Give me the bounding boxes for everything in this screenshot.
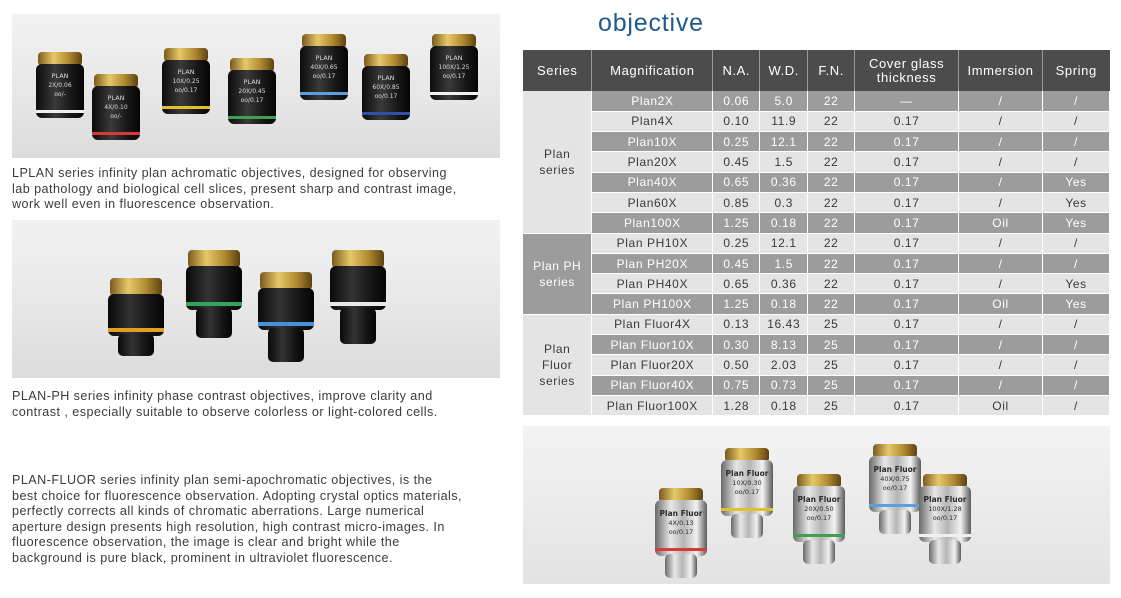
cell-cover-glass: 0.17: [855, 274, 959, 294]
cell-magnification: Plan PH20X: [592, 253, 713, 273]
lplan-objectives-photo: [12, 14, 500, 158]
planfluor-objective: [655, 488, 707, 578]
cell-wd: 11.9: [760, 111, 808, 131]
cell-magnification: Plan Fluor10X: [592, 335, 713, 355]
cell-na: 0.85: [713, 192, 760, 212]
table-row: [523, 111, 1110, 131]
table-row: [523, 213, 1110, 233]
cell-na: 0.30: [713, 335, 760, 355]
cell-immersion: /: [959, 91, 1043, 111]
cell-na: 1.28: [713, 395, 760, 415]
cell-magnification: Plan60X: [592, 192, 713, 212]
objective-engraving: oo/0.17: [932, 514, 958, 522]
objective-engraving: oo/0.17: [882, 484, 908, 492]
planph-line-2: contrast , especially suitable to observe colorless or light-colored cells.: [12, 404, 438, 419]
objective-engraving: 10X/0.30: [732, 479, 762, 487]
cell-na: 0.75: [713, 375, 760, 395]
cell-fn: 25: [808, 314, 855, 334]
cell-na: 0.65: [713, 274, 760, 294]
cell-spring: /: [1043, 91, 1110, 111]
objective-engraving: oo/0.17: [174, 87, 198, 94]
series-cell: [523, 314, 592, 415]
header-immersion: Immersion: [959, 50, 1043, 91]
cell-na: 0.06: [713, 91, 760, 111]
table-row: [523, 274, 1110, 294]
cell-na: 0.13: [713, 314, 760, 334]
cell-magnification: Plan100X: [592, 213, 713, 233]
cell-fn: 22: [808, 152, 855, 172]
cell-na: 0.45: [713, 152, 760, 172]
cell-fn: 22: [808, 233, 855, 253]
table-row: [523, 152, 1110, 172]
objective-engraving: oo/-: [110, 113, 122, 120]
cell-immersion: /: [959, 253, 1043, 273]
cell-wd: 0.73: [760, 375, 808, 395]
cell-na: 0.65: [713, 172, 760, 192]
cell-fn: 22: [808, 192, 855, 212]
cell-cover-glass: 0.17: [855, 192, 959, 212]
cell-spring: /: [1043, 111, 1110, 131]
planfluor-line-4: aperture design presents high resolution, high contrast micro-images. In: [12, 519, 445, 534]
objective-engraving: oo/0.17: [806, 514, 832, 522]
cell-cover-glass: 0.17: [855, 294, 959, 314]
objective-engraving: oo/0.17: [442, 73, 466, 80]
cell-wd: 1.5: [760, 152, 808, 172]
cell-fn: 22: [808, 111, 855, 131]
cell-cover-glass: 0.17: [855, 314, 959, 334]
cell-wd: 0.36: [760, 172, 808, 192]
objective-engraving: 4X/0.13: [668, 519, 694, 527]
cell-magnification: Plan Fluor100X: [592, 395, 713, 415]
cell-cover-glass: 0.17: [855, 233, 959, 253]
lplan-line-2: lab pathology and biological cell slices, present sharp and contrast image,: [12, 181, 457, 196]
objective-engraving: 10X/0.25: [172, 78, 200, 85]
planfluor-line-6: background is pure black, prominent in ultraviolet fluorescence.: [12, 550, 393, 565]
cell-spring: Yes: [1043, 172, 1110, 192]
cell-spring: /: [1043, 132, 1110, 152]
objective-engraving: Plan Fluor: [725, 469, 769, 478]
cell-fn: 25: [808, 335, 855, 355]
cell-wd: 0.18: [760, 395, 808, 415]
objective-engraving: 2X/0.06: [48, 82, 72, 89]
series-cell: [523, 91, 592, 233]
cell-spring: Yes: [1043, 213, 1110, 233]
lplan-objective: [362, 54, 410, 120]
cell-na: 0.10: [713, 111, 760, 131]
table-row: [523, 91, 1110, 111]
header-cover-glass-line-2: thickness: [876, 69, 937, 85]
objective-engraving: oo/0.17: [668, 528, 694, 536]
cell-fn: 22: [808, 294, 855, 314]
lplan-objectives-image: [12, 14, 500, 158]
objective-engraving: oo/0.17: [240, 97, 264, 104]
cell-wd: 8.13: [760, 335, 808, 355]
cell-immersion: Oil: [959, 395, 1043, 415]
planph-objectives-image: [12, 220, 500, 378]
planfluor-line-2: best choice for fluorescence observation. Adopting crystal optics materials,: [12, 488, 463, 503]
cell-spring: /: [1043, 395, 1110, 415]
cell-magnification: Plan PH40X: [592, 274, 713, 294]
table-row: [523, 172, 1110, 192]
table-row: [523, 294, 1110, 314]
cell-wd: 0.3: [760, 192, 808, 212]
cell-magnification: Plan PH100X: [592, 294, 713, 314]
series-label-line: Plan: [544, 342, 571, 356]
cell-fn: 22: [808, 253, 855, 273]
planfluor-objectives-photo: [523, 426, 1110, 584]
objective-engraving: 20X/0.45: [238, 88, 266, 95]
objective-engraving: oo/0.17: [374, 93, 398, 100]
cell-wd: 12.1: [760, 233, 808, 253]
cell-immersion: Oil: [959, 213, 1043, 233]
cell-immersion: /: [959, 335, 1043, 355]
cell-magnification: Plan20X: [592, 152, 713, 172]
objective-engraving: 100X/1.28: [928, 505, 962, 513]
cell-cover-glass: 0.17: [855, 253, 959, 273]
series-label-line: Plan: [544, 146, 571, 161]
objective-engraving: 40X/0.75: [880, 475, 910, 483]
lplan-line-3: work well even in fluorescence observation.: [12, 197, 275, 212]
cell-immersion: /: [959, 152, 1043, 172]
series-label-line: Fluor: [542, 358, 573, 372]
objective-engraving: oo/-: [54, 91, 66, 98]
cell-magnification: Plan Fluor40X: [592, 375, 713, 395]
cell-fn: 25: [808, 395, 855, 415]
cell-cover-glass: 0.17: [855, 335, 959, 355]
cell-spring: /: [1043, 253, 1110, 273]
cell-fn: 25: [808, 375, 855, 395]
header-wd: W.D.: [760, 50, 808, 91]
objective-engraving: PLAN: [51, 72, 69, 80]
table-row: [523, 192, 1110, 212]
cell-spring: /: [1043, 233, 1110, 253]
cell-fn: 22: [808, 91, 855, 111]
cell-fn: 25: [808, 355, 855, 375]
header-spring: Spring: [1043, 50, 1110, 91]
objective-engraving: 20X/0.50: [804, 505, 834, 513]
table-row: [523, 132, 1110, 152]
objective-engraving: 60X/0.85: [372, 84, 400, 91]
cell-wd: 1.5: [760, 253, 808, 273]
lplan-objective: [430, 34, 478, 100]
table-row: [523, 314, 1110, 334]
objective-engraving: PLAN: [315, 54, 333, 62]
table-row: [523, 375, 1110, 395]
cell-magnification: Plan10X: [592, 132, 713, 152]
cell-fn: 22: [808, 213, 855, 233]
table-row: [523, 355, 1110, 375]
planfluor-objective: [721, 448, 773, 538]
objective-engraving: Plan Fluor: [873, 465, 917, 474]
table-row: [523, 233, 1110, 253]
cell-na: 0.50: [713, 355, 760, 375]
page-title: objective: [598, 9, 704, 37]
cell-spring: /: [1043, 152, 1110, 172]
lplan-objective: [92, 74, 140, 140]
objective-engraving: PLAN: [243, 78, 261, 86]
cell-immersion: /: [959, 274, 1043, 294]
planph-objectives-photo: [12, 220, 500, 378]
cell-spring: /: [1043, 335, 1110, 355]
cell-wd: 2.03: [760, 355, 808, 375]
planfluor-line-5: fluorescence observation, the image is clear and bright while the: [12, 535, 400, 550]
table-row: [523, 335, 1110, 355]
cell-spring: /: [1043, 375, 1110, 395]
cell-na: 0.25: [713, 233, 760, 253]
cell-immersion: /: [959, 314, 1043, 334]
table-header-row: [523, 50, 1110, 91]
lplan-objective: [228, 58, 276, 124]
header-fn: F.N.: [808, 50, 855, 91]
cell-immersion: /: [959, 233, 1043, 253]
cell-wd: 16.43: [760, 314, 808, 334]
cell-magnification: Plan PH10X: [592, 233, 713, 253]
cell-spring: /: [1043, 314, 1110, 334]
lplan-line-1: LPLAN series infinity plan achromatic objectives, designed for observing: [12, 166, 447, 180]
planfluor-line-3: perfectly corrects all kinds of chromatic aberrations. Large numerical: [12, 504, 425, 519]
planfluor-objective: [869, 444, 921, 534]
cell-spring: Yes: [1043, 294, 1110, 314]
series-cell: [523, 233, 592, 314]
cell-fn: 22: [808, 132, 855, 152]
cell-na: 1.25: [713, 294, 760, 314]
lplan-objective: [162, 48, 210, 114]
cell-wd: 0.18: [760, 213, 808, 233]
table-row: [523, 253, 1110, 273]
header-cover-glass-line-1: Cover glass: [868, 55, 945, 71]
series-label-line: series: [539, 162, 576, 177]
lplan-objective: [36, 52, 84, 118]
cell-immersion: /: [959, 111, 1043, 131]
objective-engraving: 40X/0.65: [310, 64, 338, 71]
objective-engraving: oo/0.17: [312, 73, 336, 80]
cell-spring: Yes: [1043, 274, 1110, 294]
cell-immersion: /: [959, 172, 1043, 192]
planfluor-objective: [919, 474, 971, 564]
cell-na: 1.25: [713, 213, 760, 233]
table-row: [523, 395, 1110, 415]
cell-na: 0.45: [713, 253, 760, 273]
cell-cover-glass: 0.17: [855, 132, 959, 152]
cell-fn: 22: [808, 172, 855, 192]
cell-immersion: Oil: [959, 294, 1043, 314]
cell-magnification: Plan4X: [592, 111, 713, 131]
cell-magnification: Plan Fluor20X: [592, 355, 713, 375]
objective-engraving: PLAN: [377, 74, 395, 82]
cell-wd: 5.0: [760, 91, 808, 111]
header-cover-glass: [855, 50, 959, 91]
cell-cover-glass: 0.17: [855, 355, 959, 375]
header-series: Series: [523, 50, 592, 91]
cell-cover-glass: 0.17: [855, 395, 959, 415]
cell-immersion: /: [959, 192, 1043, 212]
cell-spring: Yes: [1043, 192, 1110, 212]
cell-immersion: /: [959, 375, 1043, 395]
header-na: N.A.: [713, 50, 760, 91]
planfluor-objectives-image: [523, 426, 1110, 584]
objective-engraving: PLAN: [177, 68, 195, 76]
cell-magnification: Plan Fluor4X: [592, 314, 713, 334]
cell-magnification: Plan2X: [592, 91, 713, 111]
cell-cover-glass: 0.17: [855, 375, 959, 395]
cell-cover-glass: 0.17: [855, 213, 959, 233]
objective-engraving: PLAN: [445, 54, 463, 62]
cell-cover-glass: —: [855, 91, 959, 111]
series-label-line: series: [539, 374, 576, 388]
planfluor-line-1: PLAN-FLUOR series infinity plan semi-apochromatic objectives, is the: [12, 473, 433, 487]
objective-engraving: oo/0.17: [734, 488, 760, 496]
objective-spec-table: [523, 50, 1110, 416]
lplan-description: [12, 166, 512, 213]
cell-cover-glass: 0.17: [855, 111, 959, 131]
objective-engraving: 4X/0.10: [104, 104, 128, 111]
header-magnification: Magnification: [592, 50, 713, 91]
objective-engraving: PLAN: [107, 94, 125, 102]
cell-cover-glass: 0.17: [855, 172, 959, 192]
planfluor-objective: [793, 474, 845, 564]
cell-wd: 0.36: [760, 274, 808, 294]
series-label-line: series: [539, 274, 576, 289]
series-label-line: Plan PH: [533, 258, 582, 273]
cell-immersion: /: [959, 355, 1043, 375]
cell-wd: 12.1: [760, 132, 808, 152]
planfluor-description: [12, 473, 512, 567]
objective-engraving: Plan Fluor: [923, 495, 967, 504]
cell-immersion: /: [959, 132, 1043, 152]
cell-na: 0.25: [713, 132, 760, 152]
objective-engraving: Plan Fluor: [797, 495, 841, 504]
cell-cover-glass: 0.17: [855, 152, 959, 172]
cell-wd: 0.18: [760, 294, 808, 314]
cell-magnification: Plan40X: [592, 172, 713, 192]
cell-spring: /: [1043, 355, 1110, 375]
objective-engraving: 100X/1.25: [438, 64, 470, 71]
objective-engraving: Plan Fluor: [659, 509, 703, 518]
planph-description: [12, 389, 512, 420]
cell-fn: 22: [808, 274, 855, 294]
planph-line-1: PLAN-PH series infinity phase contrast objectives, improve clarity and: [12, 389, 433, 403]
lplan-objective: [300, 34, 348, 100]
